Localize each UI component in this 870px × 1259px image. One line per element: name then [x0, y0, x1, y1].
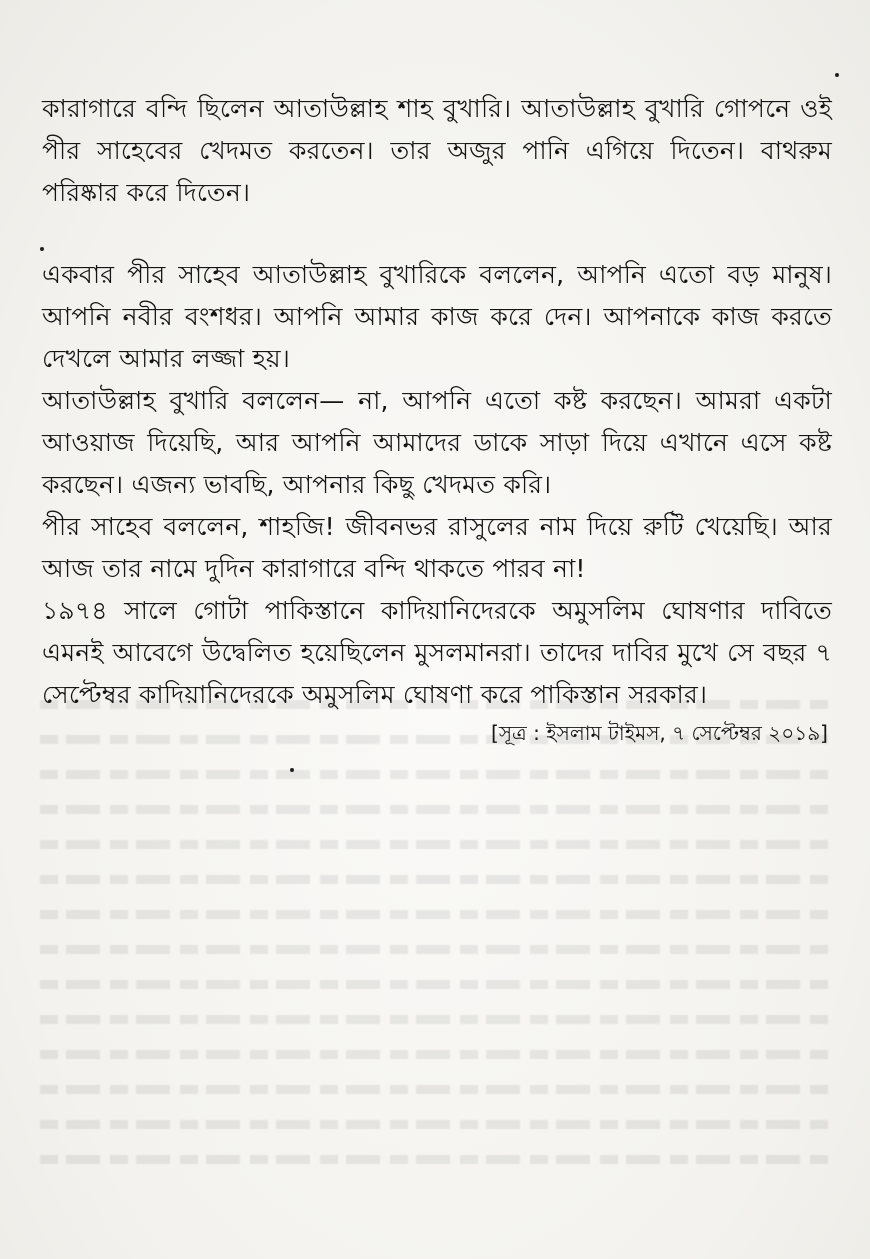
paragraph-4: পীর সাহেব বললেন, শাহজি! জীবনভর রাসুলের নাম দিয়ে রুটি খেয়েছি। আর আজ তার নামে দুদিন কারাগারে বন্দি থাকতে পারব না! — [42, 512, 832, 583]
paragraph-2: একবার পীর সাহেব আতাউল্লাহ বুখারিকে বললেন, আপনি এতো বড় মানুষ। আপনি নবীর বংশধর। আপনি আমার কাজ করে দেন। আপনাকে কাজ করতে দেখলে আমার লজ্জা হয়। — [42, 260, 832, 373]
speck — [290, 768, 294, 772]
paragraph-5: ১৯৭৪ সালে গোটা পাকিস্তানে কাদিয়ানিদেরকে অমুসলিম ঘোষণার দাবিতে এমনই আবেগে উদ্বেলিত হয়েছিলেন মুসলমানরা। তাদের দাবির মুখে সে বছর ৭ সেপ্টেম্বর কাদিয়ানিদেরকে অমুসলিম ঘোষণা করে পাকিস্তান সরকার। — [42, 596, 832, 709]
paragraph-1: কারাগারে বন্দি ছিলেন আতাউল্লাহ শাহ বুখারি। আতাউল্লাহ বুখারি গোপনে ওই পীর সাহেবের খেদমত করতেন। তার অজুর পানি এগিয়ে দিতেন। বাথরুম পরিষ্কার করে দিতেন। — [42, 94, 832, 207]
speck — [40, 247, 44, 251]
speck — [835, 73, 839, 77]
paragraph-3: আতাউল্লাহ বুখারি বললেন— না, আপনি এতো কষ্ট করছেন। আমরা একটা আওয়াজ দিয়েছি, আর আপনি আমাদের ডাকে সাড়া দিয়ে এখানে এসে কষ্ট করছেন। এজন্য ভাবছি, আপনার কিছু খেদমত করি। — [42, 386, 832, 499]
bleed-through-text — [40, 700, 830, 1220]
body-text — [42, 88, 832, 716]
source-citation: [সূত্র : ইসলাম টাইমস, ৭ সেপ্টেম্বর ২০১৯] — [491, 721, 828, 745]
